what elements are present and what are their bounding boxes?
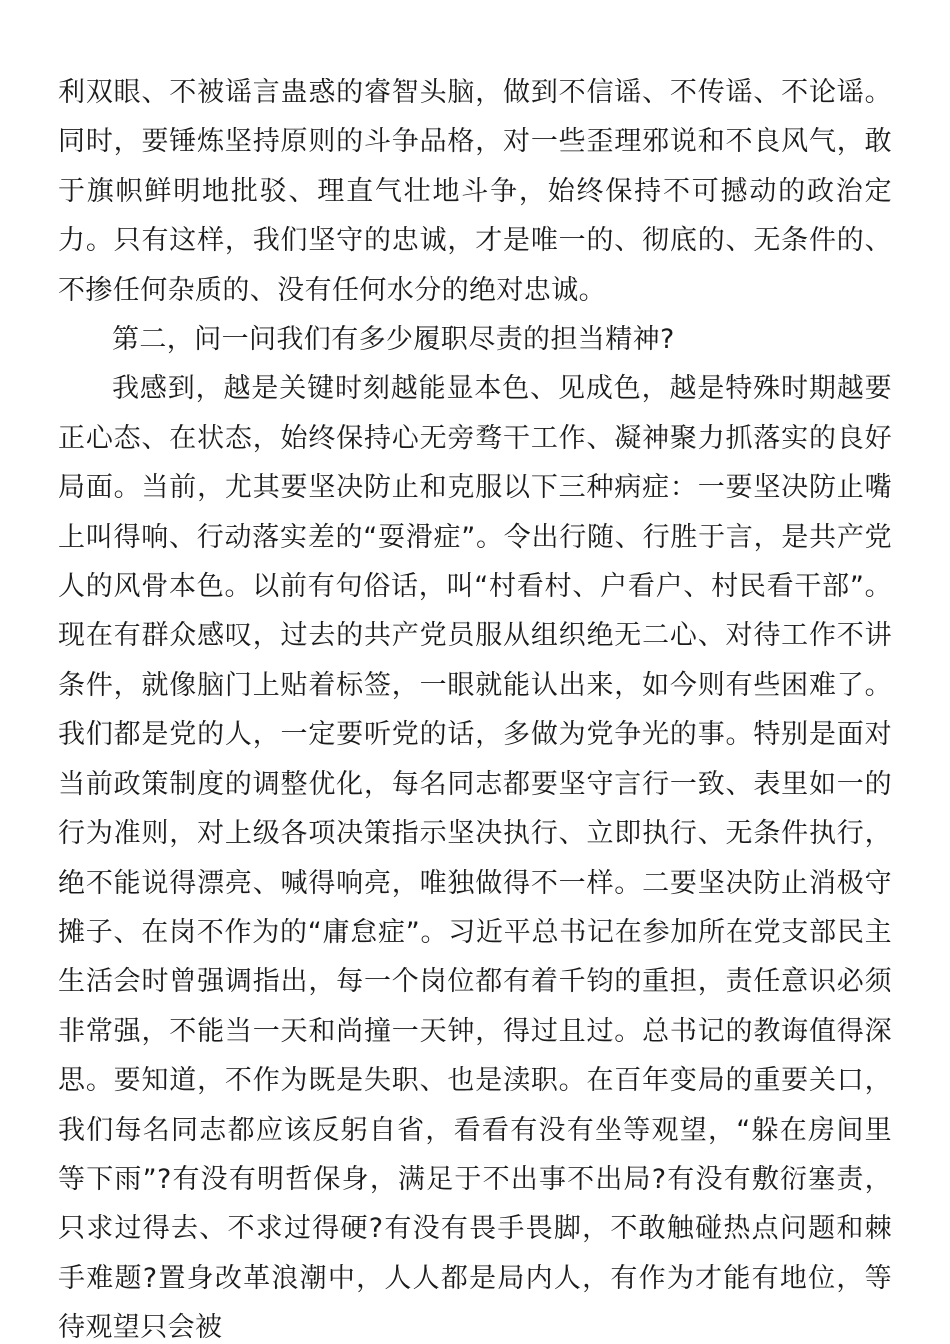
paragraph-body: 我感到，越是关键时刻越能显本色、见成色，越是特殊时期越要正心态、在状态，始终保持心无旁骛干工作、凝神聚力抓落实的良好局面。当前，尤其要坚决防止和克服以下三种病症：一要坚决防止嘴上叫得响、行动落实差的“耍滑症”。令出行随、行胜于言，是共产党人的风骨本色。以前有句俗话，叫“村看村、户看户、村民看干部”。现在有群众感叹，过去的共产党员服从组织绝无二心、对待工作不讲条件，就像脑门上贴着标签，一眼就能认出来，如今则有些困难了。我们都是党的人，一定要听党的话，多做为党争光的事。特别是面对当前政策制度的调整优化，每名同志都要坚守言行一致、表里如一的行为准则，对上级各项决策指示坚决执行、立即执行、无条件执行，绝不能说得漂亮、喊得响亮，唯独做得不一样。二要坚决防止消极守摊子、在岗不作为的“庸怠症”。习近平总书记在参加所在党支部民主生活会时曾强调指出，每一个岗位都有着千钧的重担，责任意识必须非常强，不能当一天和尚撞一天钟，得过且过。总书记的教诲值得深思。要知道，不作为既是失职、也是渎职。在百年变局的重要关口，我们每名同志都应该反躬自省，看看有没有坐等观望，“躲在房间里等下雨”?有没有明哲保身，满足于不出事不出局?有没有敷衍塞责，只求过得去、不求过得硬?有没有畏手畏脚，不敢触碰热点问题和棘手难题?置身改革浪潮中，人人都是局内人，有作为才能有地位，等待观望只会被 bbox=[58, 373, 892, 1344]
paragraph-continuation: 利双眼、不被谣言蛊惑的睿智头脑，做到不信谣、不传谣、不论谣。同时，要锤炼坚持原则的斗争品格，对一些歪理邪说和不良风气，敢于旗帜鲜明地批驳、理直气壮地斗争，始终保持不可撼动的政治定力。只有这样，我们坚守的忠诚，才是唯一的、彻底的、无条件的、不掺任何杂质的、没有任何水分的绝对忠诚。 bbox=[58, 77, 892, 306]
section-heading: 第二，问一问我们有多少履职尽责的担当精神? bbox=[112, 324, 675, 356]
document-body bbox=[58, 68, 892, 1344]
